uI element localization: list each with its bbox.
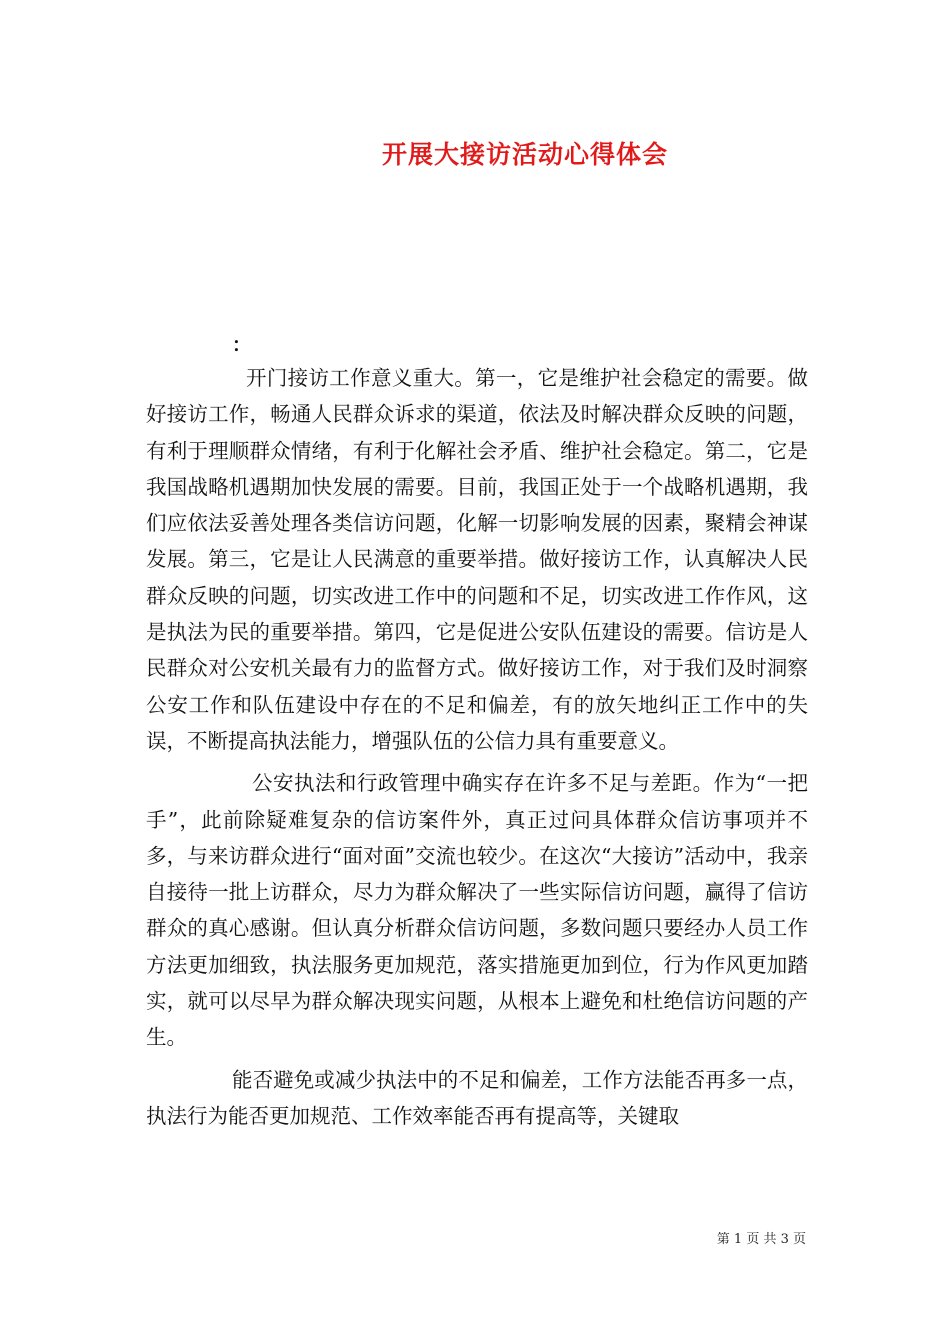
paragraph-3: 能否避免或减少执法中的不足和偏差，工作方法能否再多一点，执法行为能否更加规范、工作效率能否再有提高等，关键取 [146, 1067, 808, 1128]
page-footer: 第 1 页 共 3 页 [716, 1232, 806, 1247]
paragraph-1: 开门接访工作意义重大。第一，它是维护社会稳定的需要。做好接访工作，畅通人民群众诉求的渠道，依法及时解决群众反映的问题，有利于理顺群众情绪，有利于化解社会矛盾、维护社会稳定。第二，它是我国战略机遇期加快发展的需要。目前，我国正处于一个战略机遇期，我们应依法妥善处理各类信访问题，化解一切影响发展的因素，聚精会神谋发展。第三，它是让人民满意的重要举措。做好接访工作，认真解决人民群众反映的问题，切实改进工作中的问题和不足，切实改进工作作风，这是执法为民的重要举措。第四，它是促进公安队伍建设的需要。信访是人民群众对公安机关最有力的监督方式。做好接访工作，对于我们及时洞察公安工作和队伍建设中存在的不足和偏差，有的放矢地纠正工作中的失误，不断提高执法能力，增强队伍的公信力具有重要意义。 [146, 366, 808, 753]
document-title: 开展大接访活动心得体会 [381, 140, 668, 169]
paragraph-2: 公安执法和行政管理中确实存在许多不足与差距。作为“一把手”，此前除疑难复杂的信访案件外，真正过问具体群众信访事项并不多，与来访群众进行“面对面”交流也较少。在这次“大接访”活动中，我亲自接待一批上访群众，尽力为群众解决了一些实际信访问题，赢得了信访群众的真心感谢。但认真分析群众信访问题，多数问题只要经办人员工作方法更加细致，执法服务更加规范，落实措施更加到位，行为作风更加踏实，就可以尽早为群众解决现实问题，从根本上避免和杜绝信访问题的产生。 [146, 771, 808, 1050]
document-body [146, 360, 808, 1140]
stray-colon: ： [232, 334, 252, 356]
